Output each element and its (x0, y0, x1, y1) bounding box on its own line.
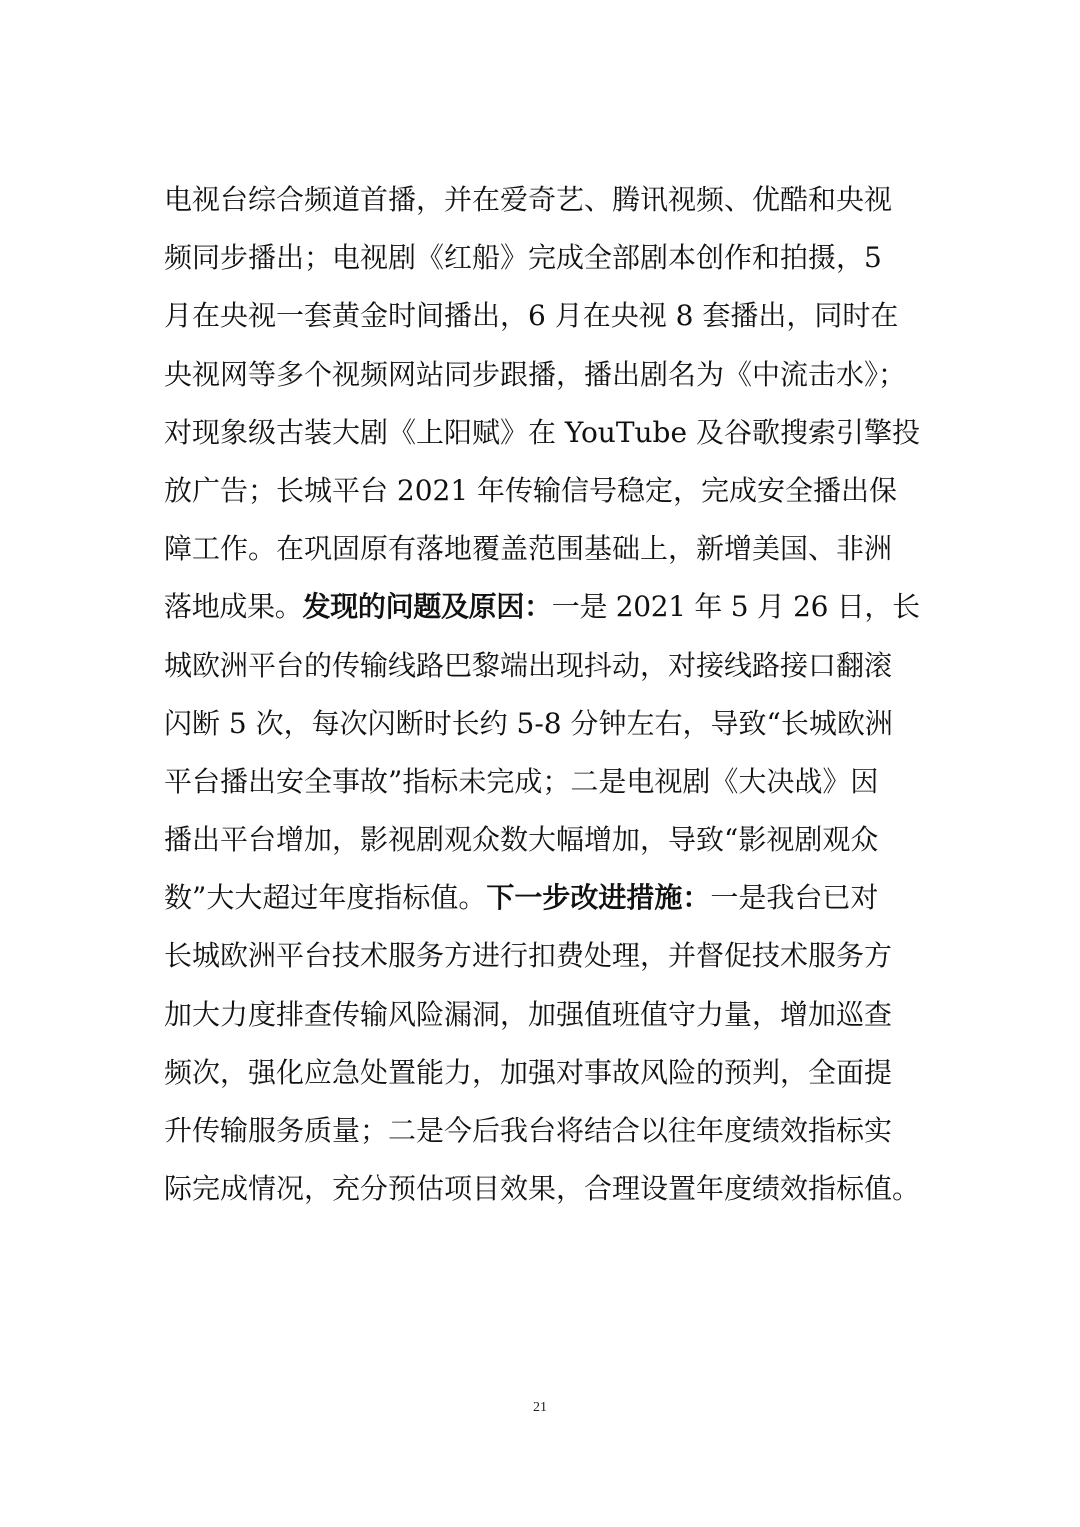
body-text-segment: 城欧洲平台的传输线路巴黎端出现抖动，对接线路接口翻滚 (164, 648, 893, 682)
body-text-segment: 加大力度排查传输风险漏洞，加强值班值守力量，增加巡查 (164, 997, 893, 1031)
text-line (164, 927, 920, 985)
text-line (164, 520, 920, 578)
body-text-segment: 电视台综合频道首播，并在爱奇艺、腾讯视频、优酷和央视 (164, 183, 893, 216)
text-line (164, 1044, 920, 1102)
body-text-segment: 频同步播出；电视剧《红船》完成全部剧本创作和拍摄，5 (164, 241, 882, 275)
page-number: 21 (533, 1400, 547, 1415)
bold-heading-text: 下一步改进措施： (486, 881, 711, 915)
body-text-segment: 数”大大超过年度指标值。 (164, 881, 487, 915)
text-line (164, 578, 920, 636)
body-text-segment: 月在央视一套黄金时间播出，6 月在央视 8 套播出，同时在 (164, 299, 899, 333)
text-line (164, 753, 920, 811)
text-line (164, 404, 920, 462)
text-line (164, 695, 920, 753)
text-line (164, 287, 920, 345)
body-text-segment: 长城欧洲平台技术服务方进行扣费处理，并督促技术服务方 (164, 939, 893, 973)
text-line (164, 986, 920, 1044)
text-line (164, 229, 920, 287)
body-text-segment: 闪断 5 次，每次闪断时长约 5-8 分钟左右，导致“长城欧洲 (164, 706, 893, 740)
text-line (164, 462, 920, 520)
body-text-segment: 平台播出安全事故”指标未完成；二是电视剧《大决战》因 (164, 764, 879, 798)
body-text-segment: 一是我台已对 (710, 881, 879, 915)
body-text-segment: 央视网等多个视频网站同步跟播，播出剧名为《中流击水》； (164, 357, 907, 391)
body-text-segment: 一是 2021 年 5 月 26 日，长 (551, 590, 920, 624)
body-text-segment: 频次，强化应急处置能力，加强对事故风险的预判，全面提 (164, 1055, 893, 1089)
body-text-segment: 际完成情况，充分预估项目效果，合理设置年度绩效指标值。 (164, 1172, 921, 1206)
body-text-segment: 对现象级古装大剧《上阳赋》在 YouTube 及谷歌搜索引擎投 (164, 415, 920, 449)
body-text-segment: 落地成果。 (164, 590, 303, 624)
bold-heading-text: 发现的问题及原因： (302, 590, 552, 624)
body-text-segment: 放广告；长城平台 2021 年传输信号稳定，完成安全播出保 (164, 473, 898, 507)
text-line (164, 1160, 920, 1218)
text-line (164, 1102, 920, 1160)
text-line (164, 171, 920, 229)
text-line (164, 637, 920, 695)
body-paragraph (164, 171, 920, 1218)
body-text-segment: 升传输服务质量；二是今后我台将结合以往年度绩效指标实 (164, 1114, 893, 1147)
text-line (164, 346, 920, 404)
text-line (164, 869, 920, 927)
body-text-segment: 播出平台增加，影视剧观众数大幅增加，导致“影视剧观众 (164, 823, 879, 857)
body-text-segment: 障工作。在巩固原有落地覆盖范围基础上，新增美国、非洲 (164, 532, 893, 566)
text-line (164, 811, 920, 869)
